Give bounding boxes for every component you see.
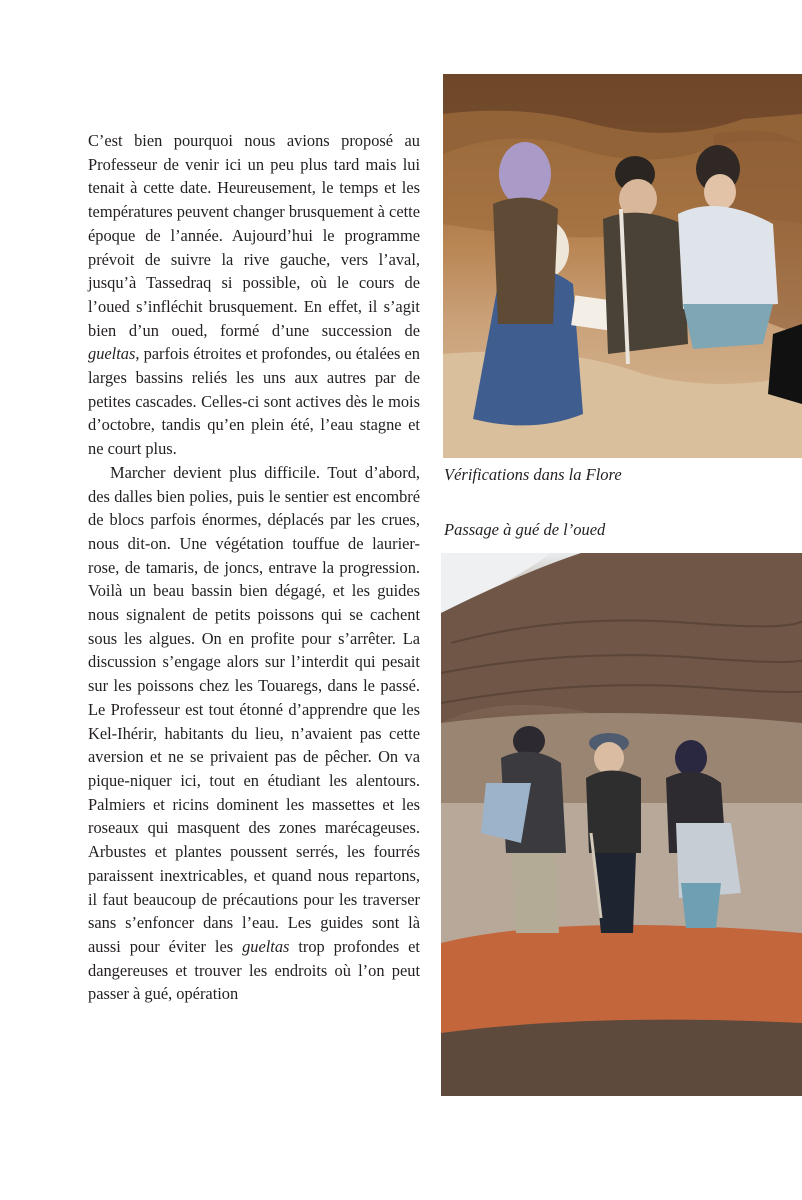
italic-term-gueltas: gueltas	[242, 936, 290, 956]
body-text-column	[88, 129, 420, 1006]
paragraph-2	[88, 461, 420, 1006]
paragraph-1-part-b: , parfois étroites et profondes, ou étalées en larges bassins reliés les uns aux autres par de petites cascades. Celles-ci sont actives dès le mois d’octobre, tandis qu’en plein été, l’eau stagne et ne court plus.	[88, 344, 420, 459]
photo-top-illustration	[443, 74, 802, 458]
paragraph-1-part-a: C’est bien pourquoi nous avions proposé au Professeur de venir ici un peu plus tard mais lui tenait à cette date. Heureusement, le temps et les températures peuvent changer brusquement à cette époque de l’année. Aujourd’hui le programme prévoit de suivre la rive gauche, vers l’aval, jusqu’à Tassedraq si possible, où le cours de l’oued s’infléchit brusquement. En effet, il s’agit bien d’un oued, formé d’une succession de	[88, 131, 420, 340]
caption-top-photo: Vérifications dans la Flore	[444, 465, 622, 484]
italic-term-gueltas: gueltas	[88, 344, 136, 364]
paragraph-1	[88, 129, 420, 461]
caption-bottom-photo: Passage à gué de l’oued	[444, 520, 606, 539]
photo-fording-wadi	[441, 553, 802, 1096]
photo-bottom-illustration	[441, 553, 802, 1096]
photo-verification-flora	[443, 74, 802, 458]
paragraph-2-part-b: trop profondes et dangereuses et trouver les endroits où l’on peut passer à gué, opération	[88, 936, 420, 1004]
paragraph-2-part-a: Marcher devient plus difficile. Tout d’abord, des dalles bien polies, puis le sentier est encombré de blocs parfois énormes, déplacés par les crues, nous dit-on. Une végétation touffue de laurier-rose, de tamaris, de joncs, entrave la progression. Voilà un beau bassin bien dégagé, et les guides nous signalent de petits poissons qui se cachent sous les algues. On en profite pour s’arrêter. La discussion s’engage alors sur l’interdit qui pesait sur les poissons chez les Touaregs, dans le passé. Le Professeur est tout étonné d’apprendre que les Kel-Ihérir, habitants du lieu, n’avaient pas cette aversion et ne se privaient pas de pêcher. On va pique-niquer ici, tout en étudiant les alentours. Palmiers et ricins dominent les massettes et les roseaux qui masquent des zones marécageuses. Arbustes et plantes poussent serrés, les fourrés paraissent inextricables, et quand nous repartons, il faut beaucoup de précautions pour les traverser sans s’enfoncer dans l’eau. Les guides sont là aussi pour éviter les	[88, 462, 420, 956]
